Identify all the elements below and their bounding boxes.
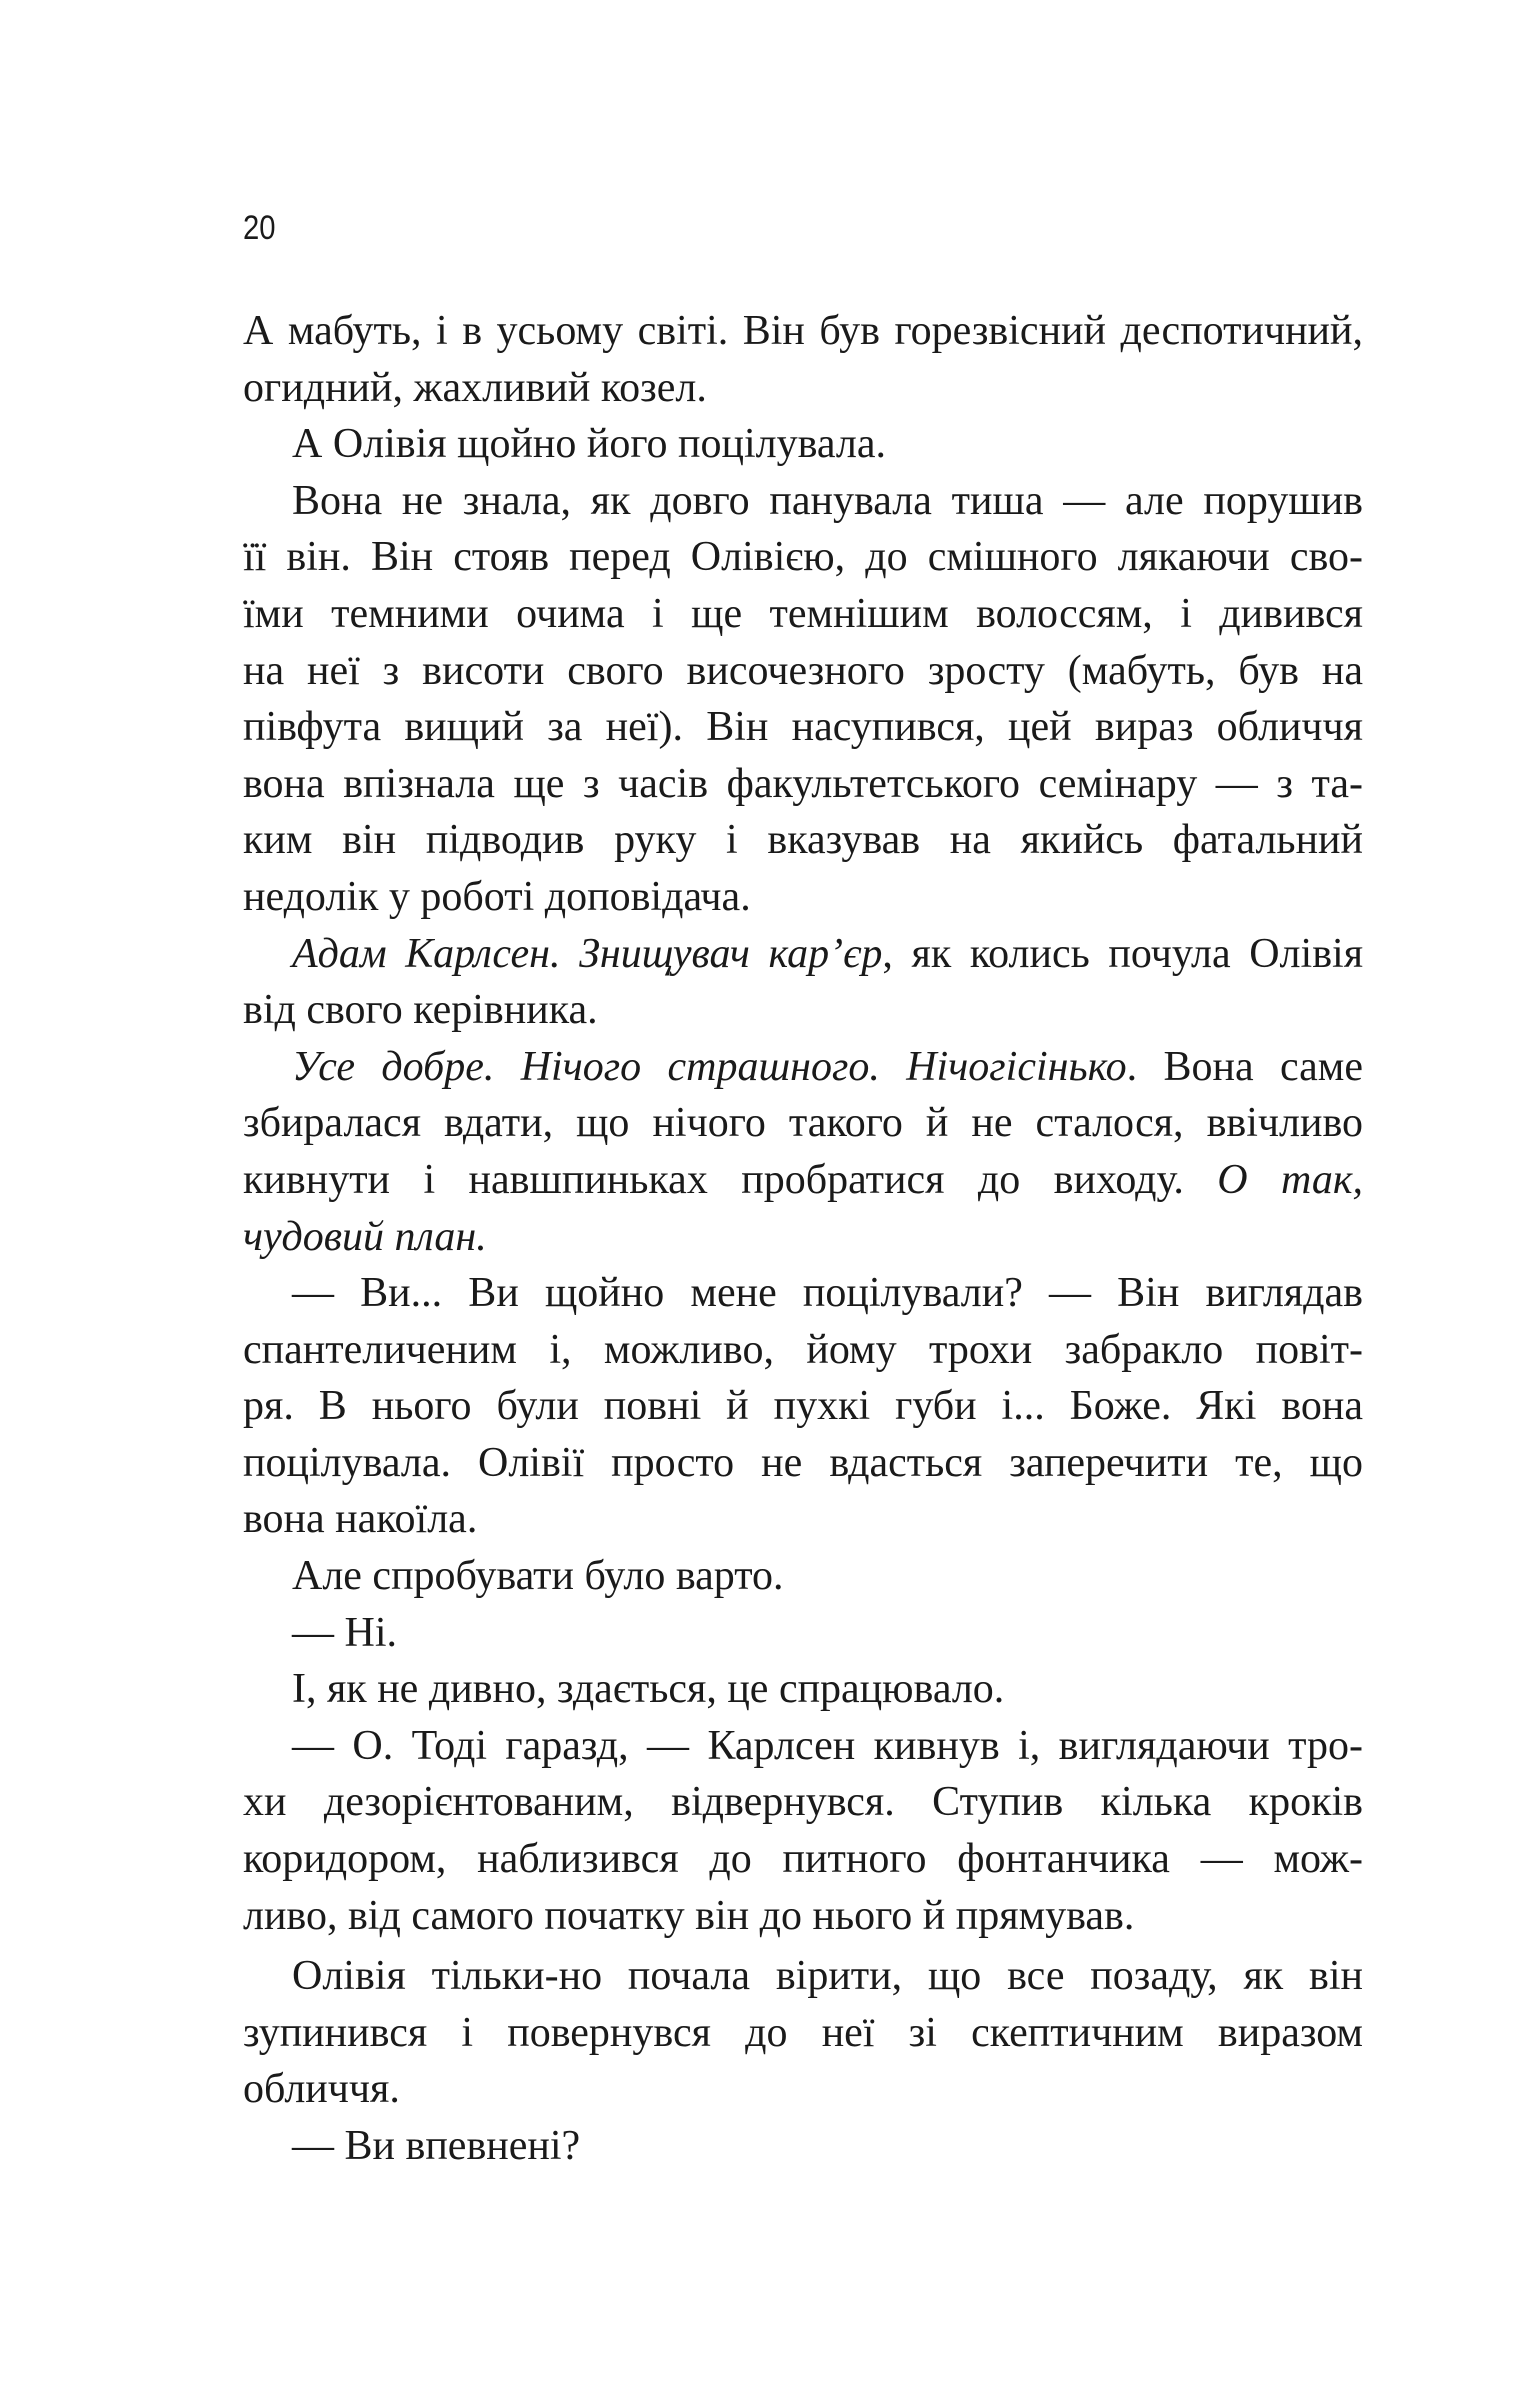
text-line [243,2061,1363,2118]
text-line [243,1095,1363,1152]
text-line [243,2118,1363,2175]
text-line [243,1209,1363,1266]
text-line [243,1605,1363,1662]
text-segment: . Вона саме [1126,1043,1363,1090]
text-line [243,1491,1363,1548]
text-line [243,1948,1363,2005]
text-segment: І, як не дивно, здається, це спрацювало. [292,1666,1005,1713]
italic-text-segment: чудовий план. [243,1213,487,1260]
text-segment: вона накоїла. [243,1496,478,1543]
text-segment: поцілувала. Олівії просто не вдасться заперечити те, що [243,1439,1363,1486]
text-line [243,586,1363,643]
text-segment: Але спробувати було варто. [292,1553,784,1600]
text-segment: хи дезорієнтованим, відвернувся. Ступив кілька кроків [243,1779,1363,1826]
text-line [243,869,1363,926]
text-line [243,1378,1363,1435]
text-segment: ря. В нього були повні й пухкі губи і... Боже. Які вона [243,1383,1363,1430]
text-line [243,1888,1363,1945]
text-line [243,303,1363,360]
text-line [243,756,1363,813]
text-segment: — Ні. [292,1609,397,1656]
text-segment: збиралася вдати, що нічого такого й не сталося, ввічливо [243,1100,1363,1147]
text-line [243,699,1363,756]
text-segment: ливо, від самого початку він до нього й прямував. [243,1892,1135,1939]
text-segment: Олівія тільки-но почала вірити, що все позаду, як він [292,1953,1363,2000]
text-segment: ким він підводив руку і вказував на якийсь фатальний [243,817,1363,864]
text-segment: — Ви... Ви щойно мене поцілували? — Він виглядав [292,1270,1363,1317]
text-segment: кивнути і навшпиньках пробратися до виходу. [243,1156,1218,1203]
text-segment: Вона не знала, як довго панувала тиша — але порушив [292,477,1363,524]
text-segment: півфута вищий за неї). Він насупився, цей вираз обличчя [243,704,1363,751]
text-segment: їми темними очима і ще темнішим волоссям, і дивився [243,590,1363,637]
text-line [243,1718,1363,1775]
text-segment: недолік у роботі доповідача. [243,873,751,920]
text-line [243,473,1363,530]
text-line [243,416,1363,473]
text-segment: від свого керівника. [243,987,598,1034]
text-segment: огидний, жахливий козел. [243,364,707,411]
text-line [243,1548,1363,1605]
text-line [243,1774,1363,1831]
page-number: 20 [243,209,276,247]
text-segment: коридором, наблизився до питного фонтанчика — мож- [243,1836,1363,1883]
text-line [243,1322,1363,1379]
text-line [243,1265,1363,1322]
italic-text-segment: Усе добре. Нічого страшного. Нічогісінько [292,1043,1127,1090]
text-segment: А Олівія щойно його поцілувала. [292,421,887,468]
italic-text-segment: Адам Карлсен. Знищувач кар’єр [292,930,883,977]
text-segment: спантеличеним і, можливо, йому трохи забракло повіт- [243,1326,1363,1373]
text-line [243,1039,1363,1096]
body-text [243,303,1363,2175]
text-segment: — О. Тоді гаразд, — Карлсен кивнув і, виглядаючи тро- [292,1722,1363,1769]
text-line [243,1831,1363,1888]
text-segment: вона впізнала ще з часів факультетського семінару — з та- [243,760,1363,807]
text-segment: її він. Він стояв перед Олівією, до смішного лякаючи сво- [243,534,1363,581]
text-line [243,1435,1363,1492]
text-line [243,529,1363,586]
text-segment: обличчя. [243,2066,400,2113]
text-segment: зупинився і повернувся до неї зі скептичним виразом [243,2009,1363,2056]
text-line [243,812,1363,869]
text-line [243,2005,1363,2062]
text-line [243,360,1363,417]
text-line [243,1152,1363,1209]
italic-text-segment: О так, [1217,1156,1363,1203]
text-segment: , як колись почула Олівія [882,930,1364,977]
text-line [243,926,1363,983]
text-line [243,1661,1363,1718]
text-segment: — Ви впевнені? [292,2123,581,2169]
text-line [243,643,1363,700]
text-segment: А мабуть, і в усьому світі. Він був горезвісний деспотичний, [243,308,1363,354]
text-segment: на неї з висоти свого височезного зросту (мабуть, був на [243,647,1363,694]
text-line [243,982,1363,1039]
